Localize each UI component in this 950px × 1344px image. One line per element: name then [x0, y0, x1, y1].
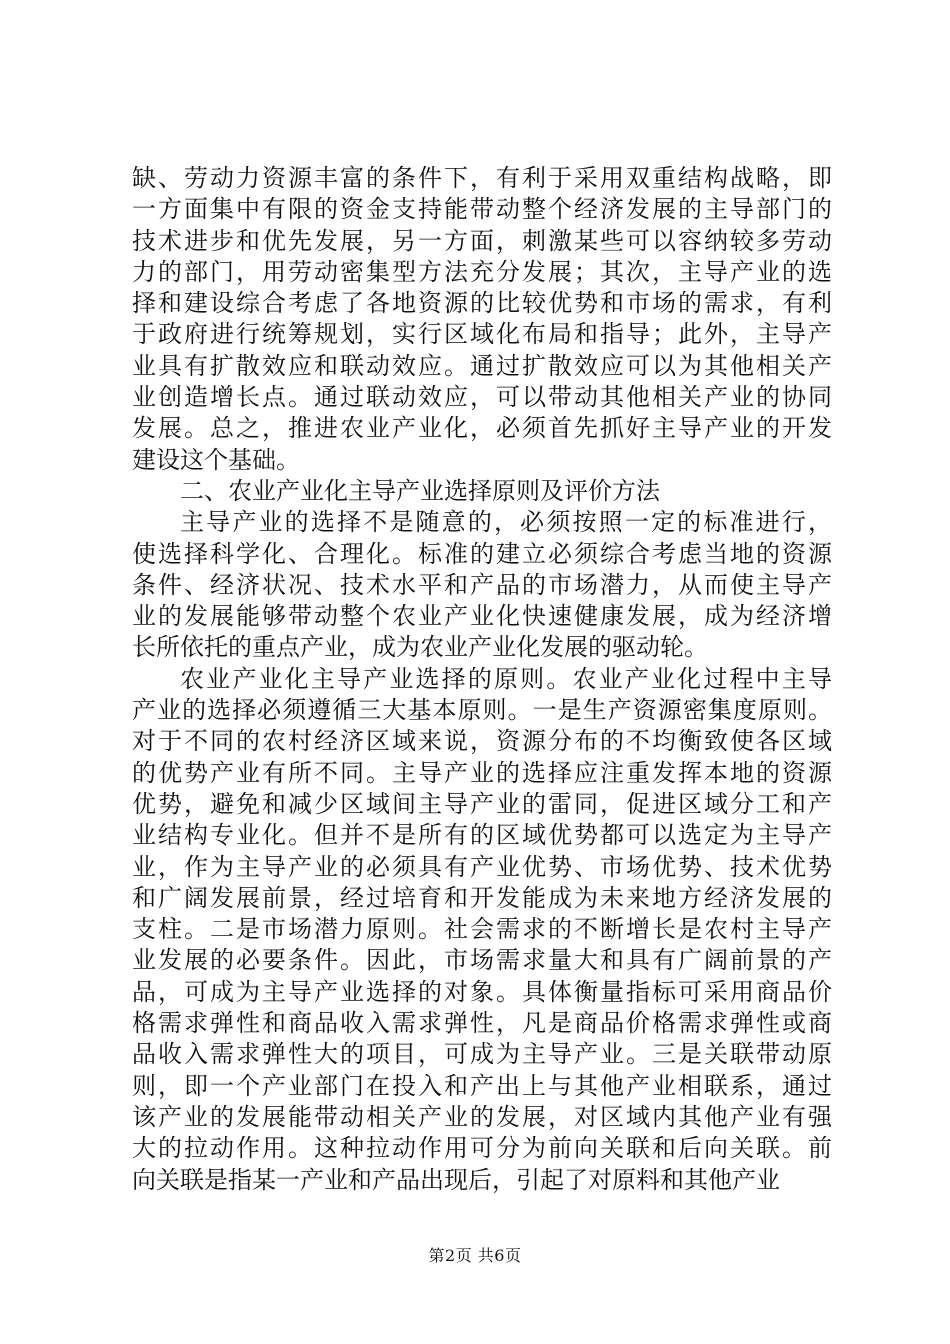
text-line: 品，可成为主导产业选择的对象。具体衡量指标可采用商品价	[132, 977, 832, 1006]
text-line: 力的部门，用劳动密集型方法充分发展；其次，主导产业的选	[132, 257, 832, 286]
text-line: 业，作为主导产业的必须具有产业优势、市场优势、技术优势	[132, 852, 832, 881]
paragraph	[132, 664, 832, 1196]
text-line: 主导产业的选择不是随意的，必须按照一定的标准进行，	[180, 508, 832, 537]
text-line: 使选择科学化、合理化。标准的建立必须综合考虑当地的资源	[132, 539, 832, 568]
paragraph	[132, 507, 832, 663]
text-line: 的优势产业有所不同。主导产业的选择应注重发挥本地的资源	[132, 758, 832, 787]
text-line: 缺、劳动力资源丰富的条件下，有利于采用双重结构战略，即	[132, 164, 832, 192]
text-line: 该产业的发展能带动相关产业的发展，对区域内其他产业有强	[132, 1102, 832, 1131]
text-line: 格需求弹性和商品收入需求弹性，凡是商品价格需求弹性或商	[132, 1009, 832, 1038]
text-line: 业结构专业化。但并不是所有的区域优势都可以选定为主导产	[132, 821, 832, 850]
text-line: 品收入需求弹性大的项目，可成为主导产业。三是关联带动原	[132, 1040, 832, 1069]
text-line: 优势，避免和减少区域间主导产业的雷同，促进区域分工和产	[132, 789, 832, 818]
text-line: 条件、经济状况、技术水平和产品的市场潜力，从而使主导产	[132, 570, 832, 599]
text-line: 技术进步和优先发展，另一方面，刺激某些可以容纳较多劳动	[132, 226, 832, 255]
text-line: 业发展的必要条件。因此，市场需求量大和具有广阔前景的产	[132, 946, 832, 975]
text-line: 建设这个基础。	[132, 445, 300, 474]
text-line: 择和建设综合考虑了各地资源的比较优势和市场的需求，有利	[132, 289, 832, 318]
text-line: 支柱。二是市场潜力原则。社会需求的不断增长是农村主导产	[132, 915, 832, 944]
text-line: 长所依托的重点产业，成为农业产业化发展的驱动轮。	[132, 633, 708, 662]
text-line: 二、农业产业化主导产业选择原则及评价方法	[180, 476, 660, 505]
text-line: 业的发展能够带动整个农业产业化快速健康发展，成为经济增	[132, 602, 832, 631]
paragraph	[132, 163, 832, 476]
page-number-footer: 第2页 共6页	[428, 1246, 522, 1265]
text-line: 产业的选择必须遵循三大基本原则。一是生产资源密集度原则。	[132, 696, 832, 725]
paragraph	[132, 476, 832, 507]
text-line: 对于不同的农村经济区域来说，资源分布的不均衡致使各区域	[132, 727, 832, 756]
text-line: 向关联是指某一产业和产品出现后，引起了对原料和其他产业	[132, 1165, 780, 1194]
text-line: 于政府进行统筹规划，实行区域化布局和指导；此外，主导产	[132, 320, 832, 349]
document-body	[132, 163, 832, 1196]
text-line: 一方面集中有限的资金支持能带动整个经济发展的主导部门的	[132, 195, 832, 224]
text-line: 和广阔发展前景，经过培育和开发能成为未来地方经济发展的	[132, 883, 832, 912]
text-line: 发展。总之，推进农业产业化，必须首先抓好主导产业的开发	[132, 414, 832, 443]
text-line: 则，即一个产业部门在投入和产出上与其他产业相联系，通过	[132, 1071, 832, 1100]
text-line: 农业产业化主导产业选择的原则。农业产业化过程中主导	[180, 664, 832, 693]
text-line: 业创造增长点。通过联动效应，可以带动其他相关产业的协同	[132, 383, 832, 412]
text-line: 业具有扩散效应和联动效应。通过扩散效应可以为其他相关产	[132, 351, 832, 380]
text-line: 大的拉动作用。这种拉动作用可分为前向关联和后向关联。前	[132, 1134, 832, 1163]
